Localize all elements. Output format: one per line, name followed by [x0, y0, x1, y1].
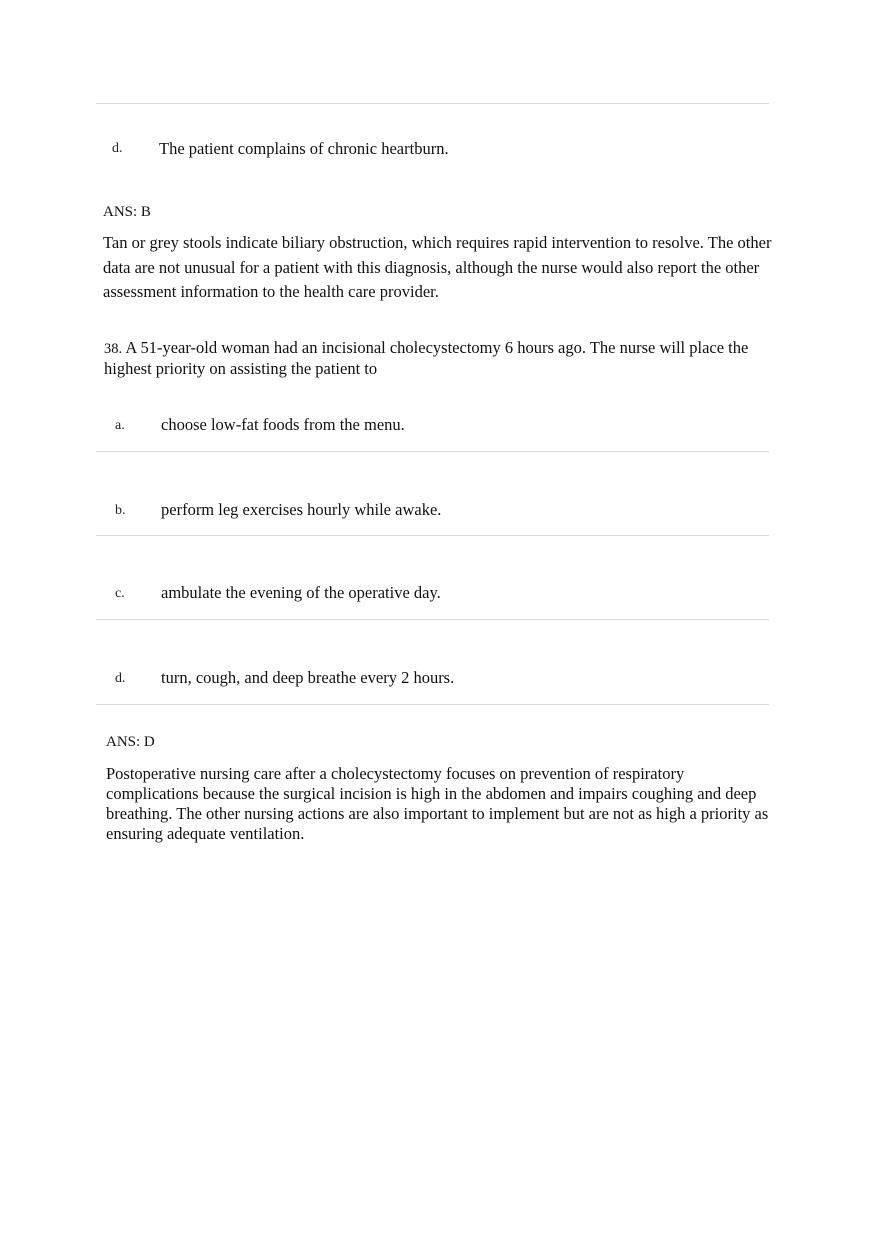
option-c-text: ambulate the evening of the operative day. [161, 583, 441, 602]
option-a-letter: a. [115, 418, 125, 433]
prev-rationale: Tan or grey stools indicate biliary obstruction, which requires rapid intervention to resolve. The other data are not unusual for a patient with this diagnosis, although the nurse would also report the other assessment information to the health care provider. [103, 233, 772, 301]
top-divider [96, 103, 769, 104]
option-b-text: perform leg exercises hourly while awake. [161, 500, 442, 519]
option-c-letter: c. [115, 586, 125, 601]
option-d-letter: d. [115, 671, 126, 686]
option-c-divider [96, 619, 769, 620]
question-38-number: 38. [104, 341, 123, 357]
option-a-divider [96, 451, 769, 452]
option-d-text: turn, cough, and deep breathe every 2 hours. [161, 668, 455, 687]
option-d-divider [96, 704, 769, 705]
prev-option-d-letter: d. [112, 141, 123, 156]
answer-label: ANS: D [106, 734, 155, 750]
answer-rationale: Postoperative nursing care after a cholecystectomy focuses on prevention of respiratory complications because the surgical incision is high in the abdomen and impairs coughing and deep breathing. The other nursing actions are also important to implement but are not as high a priority as ensuring adequate ventilation. [106, 764, 769, 843]
prev-option-d-text: The patient complains of chronic heartburn. [159, 139, 449, 158]
option-a-text: choose low-fat foods from the menu. [161, 415, 405, 434]
question-38-text: A 51-year-old woman had an incisional cholecystectomy 6 hours ago. The nurse will place the highest priority on assisting the patient to [104, 338, 749, 378]
question-38-stem [104, 338, 769, 379]
option-b-letter: b. [115, 503, 126, 518]
prev-answer-label: ANS: B [103, 204, 151, 220]
option-b-divider [96, 535, 769, 536]
